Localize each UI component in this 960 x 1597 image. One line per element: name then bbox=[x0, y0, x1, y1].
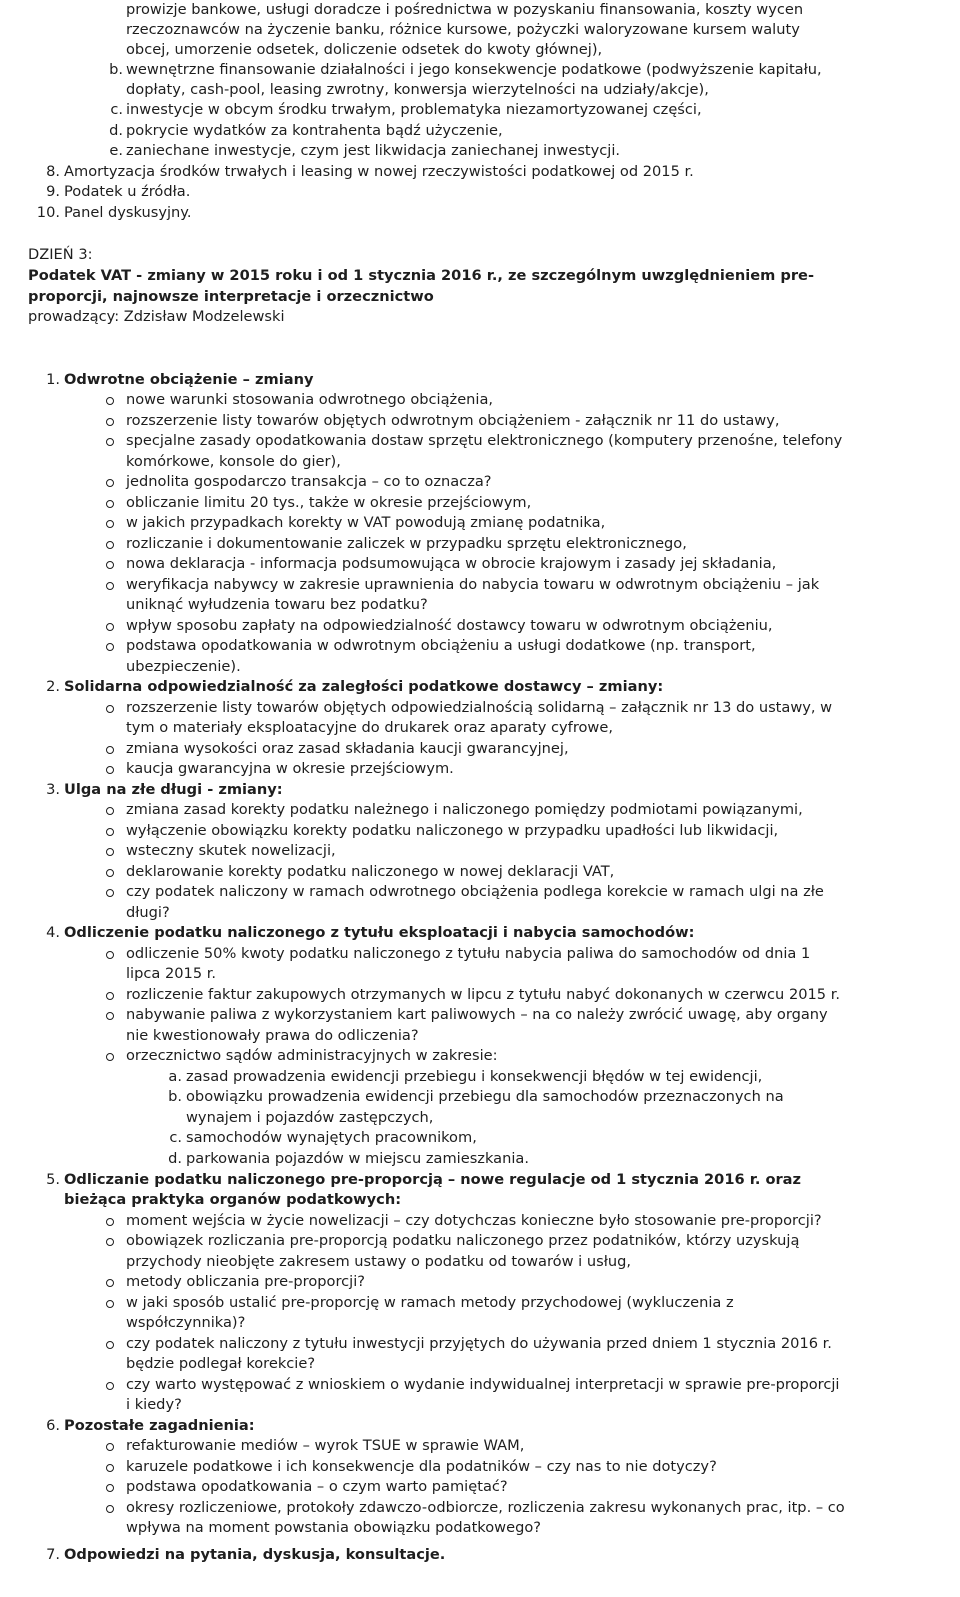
bullet-icon bbox=[106, 1012, 114, 1020]
s5-item-2-line-1: obowiązek rozliczania pre-proporcją podatku naliczonego przez podatników, którzy uzyskują bbox=[126, 1232, 800, 1249]
section-3-title: Ulga na złe długi - zmiany: bbox=[64, 781, 283, 798]
s4-sub-c: samochodów wynajętych pracownikom, bbox=[186, 1129, 477, 1146]
s3-item-3: wsteczny skutek nowelizacji, bbox=[126, 842, 336, 859]
day-title-line-2: proporcji, najnowsze interpretacje i orzecznictwo bbox=[28, 288, 434, 305]
list-marker-b: b. bbox=[109, 61, 123, 78]
s4-sub-b-line-2: wynajem i pojazdów zastępczych, bbox=[186, 1109, 434, 1126]
bullet-icon bbox=[106, 500, 114, 508]
s4-sub-b-line-1: obowiązku prowadzenia ewidencji przebiegu dla samochodów przeznaczonych na bbox=[186, 1088, 784, 1105]
s2-item-3: kaucja gwarancyjna w okresie przejściowym. bbox=[126, 760, 454, 777]
bullet-icon bbox=[106, 705, 114, 713]
s1-item-9-line-2: uniknąć wyłudzenia towaru bez podatku? bbox=[126, 596, 428, 613]
s1-item-3-line-1: specjalne zasady opodatkowania dostaw sprzętu elektronicznego (komputery przenośne, telefony bbox=[126, 432, 843, 449]
item-8-number: 8. bbox=[46, 163, 60, 180]
bullet-icon bbox=[106, 1279, 114, 1287]
section-7-title: Odpowiedzi na pytania, dyskusja, konsultacje. bbox=[64, 1546, 446, 1563]
s3-item-2: wyłączenie obowiązku korekty podatku naliczonego w przypadku upadłości lub likwidacji, bbox=[126, 822, 779, 839]
list-item-c: inwestycje w obcym środku trwałym, problematyka niezamortyzowanej części, bbox=[126, 101, 702, 118]
list-item-e: zaniechane inwestycje, czym jest likwidacja zaniechanej inwestycji. bbox=[126, 142, 621, 159]
s1-item-1: nowe warunki stosowania odwrotnego obciążenia, bbox=[126, 391, 494, 408]
bullet-icon bbox=[106, 1300, 114, 1308]
s2-item-1-line-1: rozszerzenie listy towarów objętych odpowiedzialnością solidarną – załącznik nr 13 do ustawy, w bbox=[126, 699, 833, 716]
bullet-icon bbox=[106, 479, 114, 487]
section-5-title-line-2: bieżąca praktyka organów podatkowych: bbox=[64, 1191, 402, 1208]
bullet-icon bbox=[106, 1484, 114, 1492]
bullet-icon bbox=[106, 992, 114, 1000]
s4-sub-marker-c: c. bbox=[169, 1129, 182, 1146]
s4-sub-marker-b: b. bbox=[168, 1088, 182, 1105]
s3-item-5-line-1: czy podatek naliczony w ramach odwrotnego obciążenia podlega korekcie w ramach ulgi na złe bbox=[126, 883, 824, 900]
s1-item-11-line-1: podstawa opodatkowania w odwrotnym obciążeniu a usługi dodatkowe (np. transport, bbox=[126, 637, 756, 654]
bullet-icon bbox=[106, 807, 114, 815]
s1-item-7: rozliczanie i dokumentowanie zaliczek w przypadku sprzętu elektronicznego, bbox=[126, 535, 687, 552]
section-4-number: 4. bbox=[46, 924, 60, 941]
list-item-b-line-1: wewnętrzne finansowanie działalności i jego konsekwencje podatkowe (podwyższenie kapitału, bbox=[126, 61, 822, 78]
section-4-title: Odliczenie podatku naliczonego z tytułu eksploatacji i nabycia samochodów: bbox=[64, 924, 695, 941]
s4-item-3-line-1: nabywanie paliwa z wykorzystaniem kart paliwowych – na co należy zwrócić uwagę, aby organy bbox=[126, 1006, 828, 1023]
item-9-number: 9. bbox=[46, 183, 60, 200]
item-10-number: 10. bbox=[36, 204, 60, 221]
s1-item-2: rozszerzenie listy towarów objętych odwrotnym obciążeniem - załącznik nr 11 do ustawy, bbox=[126, 412, 780, 429]
s5-item-3: metody obliczania pre-proporcji? bbox=[126, 1273, 366, 1290]
s2-item-2: zmiana wysokości oraz zasad składania kaucji gwarancyjnej, bbox=[126, 740, 569, 757]
day-title-rest: , ze szczególnym uwzględnieniem pre- bbox=[497, 267, 814, 284]
s4-item-2: rozliczenie faktur zakupowych otrzymanych w lipcu z tytułu nabyć dokonanych w czerwcu 2015 r. bbox=[126, 986, 841, 1003]
s1-item-4: jednolita gospodarczo transakcja – co to oznacza? bbox=[126, 473, 492, 490]
bullet-icon bbox=[106, 541, 114, 549]
s1-item-3-line-2: komórkowe, konsole do gier), bbox=[126, 453, 341, 470]
section-7-number: 7. bbox=[46, 1546, 60, 1563]
s6-item-4-line-1: okresy rozliczeniowe, protokoły zdawczo-odbiorcze, rozliczenia zakresu wykonanych prac, itp. – co bbox=[126, 1499, 845, 1516]
bullet-icon bbox=[106, 1382, 114, 1390]
bullet-icon bbox=[106, 746, 114, 754]
bullet-icon bbox=[106, 766, 114, 774]
bullet-icon bbox=[106, 848, 114, 856]
bullet-icon bbox=[106, 438, 114, 446]
s1-item-6: w jakich przypadkach korekty w VAT powodują zmianę podatnika, bbox=[126, 514, 606, 531]
s4-sub-a: zasad prowadzenia ewidencji przebiegu i konsekwencji błędów w tej ewidencji, bbox=[186, 1068, 763, 1085]
s5-item-6-line-1: czy warto występować z wnioskiem o wydanie indywidualnej interpretacji w sprawie pre-proporcji bbox=[126, 1376, 840, 1393]
s3-item-1: zmiana zasad korekty podatku należnego i naliczonego pomiędzy podmiotami powiązanymi, bbox=[126, 801, 803, 818]
bullet-icon bbox=[106, 1341, 114, 1349]
section-3-number: 3. bbox=[46, 781, 60, 798]
s4-item-3-line-2: nie kwestionowały prawa do odliczenia? bbox=[126, 1027, 419, 1044]
bullet-icon bbox=[106, 869, 114, 877]
bullet-icon bbox=[106, 828, 114, 836]
s1-item-11-line-2: ubezpieczenie). bbox=[126, 658, 241, 675]
bullet-icon bbox=[106, 951, 114, 959]
bullet-icon bbox=[106, 397, 114, 405]
s1-item-10: wpływ sposobu zapłaty na odpowiedzialność dostawcy towaru w odwrotnym obciążeniu, bbox=[126, 617, 773, 634]
s4-sub-d: parkowania pojazdów w miejscu zamieszkania. bbox=[186, 1150, 529, 1167]
intro-line-2: rzeczoznawców na życzenie banku, różnice kursowe, pożyczki waloryzowane kursem waluty bbox=[126, 21, 800, 38]
bullet-icon bbox=[106, 1218, 114, 1226]
item-8: Amortyzacja środków trwałych i leasing w nowej rzeczywistości podatkowej od 2015 r. bbox=[64, 163, 694, 180]
list-item-d: pokrycie wydatków za kontrahenta bądź użyczenie, bbox=[126, 122, 503, 139]
section-1-number: 1. bbox=[46, 371, 60, 388]
s2-item-1-line-2: tym o materiały eksploatacyjne do drukarek oraz aparaty cyfrowe, bbox=[126, 719, 613, 736]
s5-item-5-line-1: czy podatek naliczony z tytułu inwestycji przyjętych do używania przed dniem 1 stycznia 2016 r. bbox=[126, 1335, 832, 1352]
s4-sub-marker-d: d. bbox=[168, 1150, 182, 1167]
section-5-title-line-1: Odliczanie podatku naliczonego pre-proporcją – nowe regulacje od 1 stycznia 2016 r. oraz bbox=[64, 1171, 802, 1188]
bullet-icon bbox=[106, 418, 114, 426]
section-2-title: Solidarna odpowiedzialność za zaległości podatkowe dostawcy – zmiany: bbox=[64, 678, 664, 695]
s4-item-1-line-2: lipca 2015 r. bbox=[126, 965, 217, 982]
s5-item-4-line-1: w jaki sposób ustalić pre-proporcję w ramach metody przychodowej (wykluczenia z bbox=[126, 1294, 734, 1311]
s5-item-2-line-2: przychody nieobjęte zakresem ustawy o podatku od towarów i usług, bbox=[126, 1253, 631, 1270]
list-marker-e: e. bbox=[109, 142, 123, 159]
s6-item-3: podstawa opodatkowania – o czym warto pamiętać? bbox=[126, 1478, 508, 1495]
s5-item-1: moment wejścia w życie nowelizacji – czy dotychczas konieczne było stosowanie pre-proporcji? bbox=[126, 1212, 822, 1229]
bullet-icon bbox=[106, 623, 114, 631]
s6-item-4-line-2: wpływa na moment powstania obowiązku podatkowego? bbox=[126, 1519, 542, 1536]
intro-line-1: prowizje bankowe, usługi doradcze i pośrednictwa w pozyskaniu finansowania, koszty wycen bbox=[126, 1, 804, 18]
bullet-icon bbox=[106, 1505, 114, 1513]
list-item-b-line-2: dopłaty, cash-pool, leasing zwrotny, konwersja wierzytelności na udziały/akcje), bbox=[126, 81, 709, 98]
section-1-title: Odwrotne obciążenie – zmiany bbox=[64, 371, 314, 388]
intro-line-3: obcej, umorzenie odsetek, doliczenie odsetek do kwoty głównej), bbox=[126, 41, 603, 58]
s5-item-4-line-2: współczynnika)? bbox=[126, 1314, 246, 1331]
bullet-icon bbox=[106, 1464, 114, 1472]
s4-sub-marker-a: a. bbox=[168, 1068, 182, 1085]
bullet-icon bbox=[106, 561, 114, 569]
s3-item-4: deklarowanie korekty podatku naliczonego w nowej deklaracji VAT, bbox=[126, 863, 615, 880]
s5-item-5-line-2: będzie podlegał korekcie? bbox=[126, 1355, 316, 1372]
bullet-icon bbox=[106, 1053, 114, 1061]
s6-item-2: karuzele podatkowe i ich konsekwencje dla podatników – czy nas to nie dotyczy? bbox=[126, 1458, 717, 1475]
section-6-number: 6. bbox=[46, 1417, 60, 1434]
section-6-title: Pozostałe zagadnienia: bbox=[64, 1417, 255, 1434]
presenter: prowadzący: Zdzisław Modzelewski bbox=[28, 308, 285, 325]
bullet-icon bbox=[106, 582, 114, 590]
bullet-icon bbox=[106, 1443, 114, 1451]
section-5-number: 5. bbox=[46, 1171, 60, 1188]
bullet-icon bbox=[106, 1238, 114, 1246]
s1-item-8: nowa deklaracja - informacja podsumowująca w obrocie krajowym i zasady jej składania, bbox=[126, 555, 777, 572]
bullet-icon bbox=[106, 643, 114, 651]
s5-item-6-line-2: i kiedy? bbox=[126, 1396, 182, 1413]
day-title-line-1 bbox=[28, 266, 814, 286]
s1-item-5: obliczanie limitu 20 tys., także w okresie przejściowym, bbox=[126, 494, 532, 511]
item-10: Panel dyskusyjny. bbox=[64, 204, 192, 221]
s6-item-1: refakturowanie mediów – wyrok TSUE w sprawie WAM, bbox=[126, 1437, 525, 1454]
s4-item-4: orzecznictwo sądów administracyjnych w zakresie: bbox=[126, 1047, 498, 1064]
bullet-icon bbox=[106, 520, 114, 528]
bullet-icon bbox=[106, 889, 114, 897]
day-title-bold: Podatek VAT - zmiany w 2015 roku i od 1 stycznia 2016 r. bbox=[28, 267, 498, 284]
section-2-number: 2. bbox=[46, 678, 60, 695]
s3-item-5-line-2: długi? bbox=[126, 904, 170, 921]
s4-item-1-line-1: odliczenie 50% kwoty podatku naliczonego z tytułu nabycia paliwa do samochodów od dnia 1 bbox=[126, 945, 811, 962]
s1-item-9-line-1: weryfikacja nabywcy w zakresie uprawnienia do nabycia towaru w odwrotnym obciążeniu – jak bbox=[126, 576, 820, 593]
list-marker-d: d. bbox=[109, 122, 123, 139]
list-marker-c: c. bbox=[110, 101, 123, 118]
item-9: Podatek u źródła. bbox=[64, 183, 191, 200]
day-label: DZIEŃ 3: bbox=[28, 246, 93, 263]
